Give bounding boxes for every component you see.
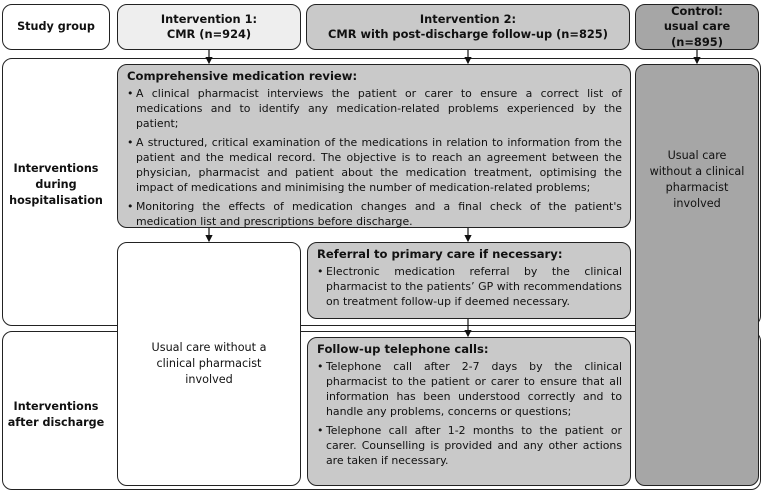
cmr-bullet-list: [127, 86, 622, 229]
control-usual-care-line-3: pharmacist: [665, 181, 729, 194]
after-discharge-label-line-1: Interventions: [13, 400, 99, 414]
intervention1-header: [117, 4, 301, 50]
followup-bullet-2: • Telephone call after 1-2 months to the patient or carer. Counselling is provided and any other actions are taken if necessary.: [317, 423, 622, 468]
followup-title: Follow-up telephone calls:: [317, 342, 489, 356]
hospitalisation-label-line-1: Interventions: [13, 162, 99, 176]
referral-title: Referral to primary care if necessary:: [317, 247, 563, 261]
intervention1-usual-care-box: [117, 242, 301, 486]
after-discharge-label: [2, 385, 110, 445]
cmr-box: [117, 64, 631, 228]
intervention1-subtitle: CMR (n=924): [166, 27, 252, 41]
hospitalisation-label-line-3: hospitalisation: [9, 193, 103, 207]
control-subtitle: usual care (n=895): [663, 19, 731, 49]
intervention1-usual-care-text: Usual care without a clinical pharmacist involved: [151, 340, 267, 387]
control-usual-care-line-2: without a clinical: [649, 164, 745, 178]
referral-bullet-1: • Electronic medication referral by the clinical pharmacist to the patients’ GP with recommendations on treatment follow-up if deemed necessary.: [317, 264, 622, 309]
control-usual-care-box: [635, 64, 759, 486]
control-usual-care-line-4: involved: [673, 197, 721, 211]
followup-bullet-1: • Telephone call after 2-7 days by the clinical pharmacist to the patient or carer to ensure that all information has been understood correctly and to handle any problems, concerns or questions;: [317, 359, 622, 419]
cmr-bullet-3: • Monitoring the effects of medication changes and a final check of the patient's medication list and prescriptions before discharge.: [127, 199, 622, 229]
intervention2-title: Intervention 2:: [419, 11, 517, 26]
intervention1-title: Intervention 1:: [160, 11, 258, 26]
followup-box: [307, 337, 631, 486]
referral-bullet-list: [317, 264, 622, 309]
referral-box: [307, 242, 631, 319]
followup-bullet-list: [317, 359, 622, 468]
control-header: [635, 4, 759, 50]
cmr-bullet-2: • A structured, critical examination of the medications in relation to information from the patient and the medical record. The objective is to reach an agreement between the physician, pharmacist and patient about the medication treatment, optimising the impact of medications and minimising the number of medication-related problems;: [127, 135, 622, 195]
study-group-label-box: [2, 4, 110, 50]
intervention2-header: [306, 4, 630, 50]
after-discharge-label-line-2: after discharge: [7, 416, 105, 429]
hospitalisation-label: [2, 145, 110, 225]
hospitalisation-label-line-2: during: [35, 178, 77, 192]
intervention2-subtitle: CMR with post-discharge follow-up (n=825): [328, 27, 608, 41]
control-usual-care-line-1: Usual care: [667, 148, 727, 162]
cmr-bullet-1: • A clinical pharmacist interviews the patient or carer to ensure a correct list of medications and to identify any medication-related problems experienced by the patient;: [127, 86, 622, 131]
study-group-label: Study group: [17, 20, 95, 34]
cmr-title: Comprehensive medication review:: [127, 69, 358, 83]
control-title: Control:: [671, 3, 723, 18]
